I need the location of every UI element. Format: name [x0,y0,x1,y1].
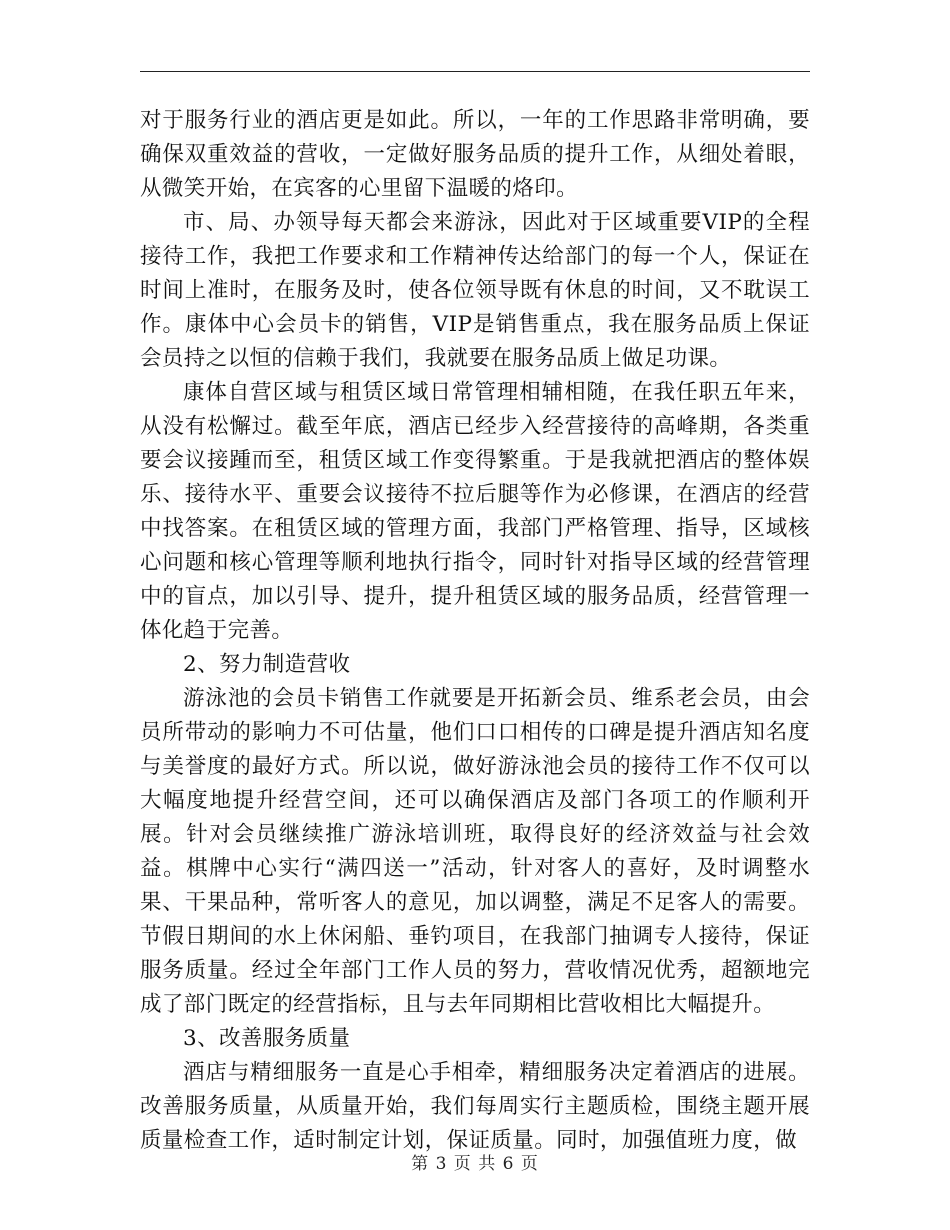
page-number-footer: 第 3 页 共 6 页 [411,1154,539,1174]
paragraph-1: 对于服务行业的酒店更是如此。所以，一年的工作思路非常明确，要确保双重效益的营收，一定做好服务品质的提升工作，从细处着眼，从微笑开始，在宾客的心里留下温暖的烙印。 [140,108,810,201]
paragraph-3: 康体自营区域与租赁区域日常管理相辅相随，在我任职五年来，从没有松懈过。截至年底，酒店已经步入经营接待的高峰期，各类重要会议接踵而至，租赁区域工作变得繁重。于是我就把酒店的整体娱乐、接待水平、重要会议接待不拉后腿等作为必修课，在酒店的经营中找答案。在租赁区域的管理方面，我部门严格管理、指导，区域核心问题和核心管理等顺利地执行指令，同时针对指导区域的经营管理中的盲点，加以引导、提升，提升租赁区域的服务品质，经营管理一体化趋于完善。 [140,380,810,643]
section-heading-2: 2、努力制造营收 [183,652,351,677]
paragraph-2: 市、局、办领导每天都会来游泳，因此对于区域重要VIP的全程接待工作，我把工作要求和工作精神传达给部门的每一个人，保证在时间上准时，在服务及时，使各位领导既有休息的时间，又不耽误工作。康体中心会员卡的销售，VIP是销售重点，我在服务品质上保证会员持之以恒的信赖于我们，我就要在服务品质上做足功课。 [140,210,810,371]
document-body [140,104,810,1158]
paragraph-5: 酒店与精细服务一直是心手相牵，精细服务决定着酒店的进展。改善服务质量，从质量开始，我们每周实行主题质检，围绕主题开展质量检查工作，适时制定计划，保证质量。同时，加强值班力度，做 [140,1060,810,1153]
paragraph-4: 游泳池的会员卡销售工作就要是开拓新会员、维系老会员，由会员所带动的影响力不可估量，他们口口相传的口碑是提升酒店知名度与美誉度的最好方式。所以说，做好游泳池会员的接待工作不仅可以大幅度地提升经营空间，还可以确保酒店及部门各项工的作顺利开展。针对会员继续推广游泳培训班，取得良好的经济效益与社会效益。棋牌中心实行“满四送一”活动，针对客人的喜好，及时调整水果、干果品种，常听客人的意见，加以调整，满足不足客人的需要。节假日期间的水上休闲船、垂钓项目，在我部门抽调专人接待，保证服务质量。经过全年部门工作人员的努力，营收情况优秀，超额地完成了部门既定的经营指标，且与去年同期相比营收相比大幅提升。 [140,686,810,1017]
header-rule [140,71,810,72]
section-heading-3: 3、改善服务质量 [183,1026,351,1051]
